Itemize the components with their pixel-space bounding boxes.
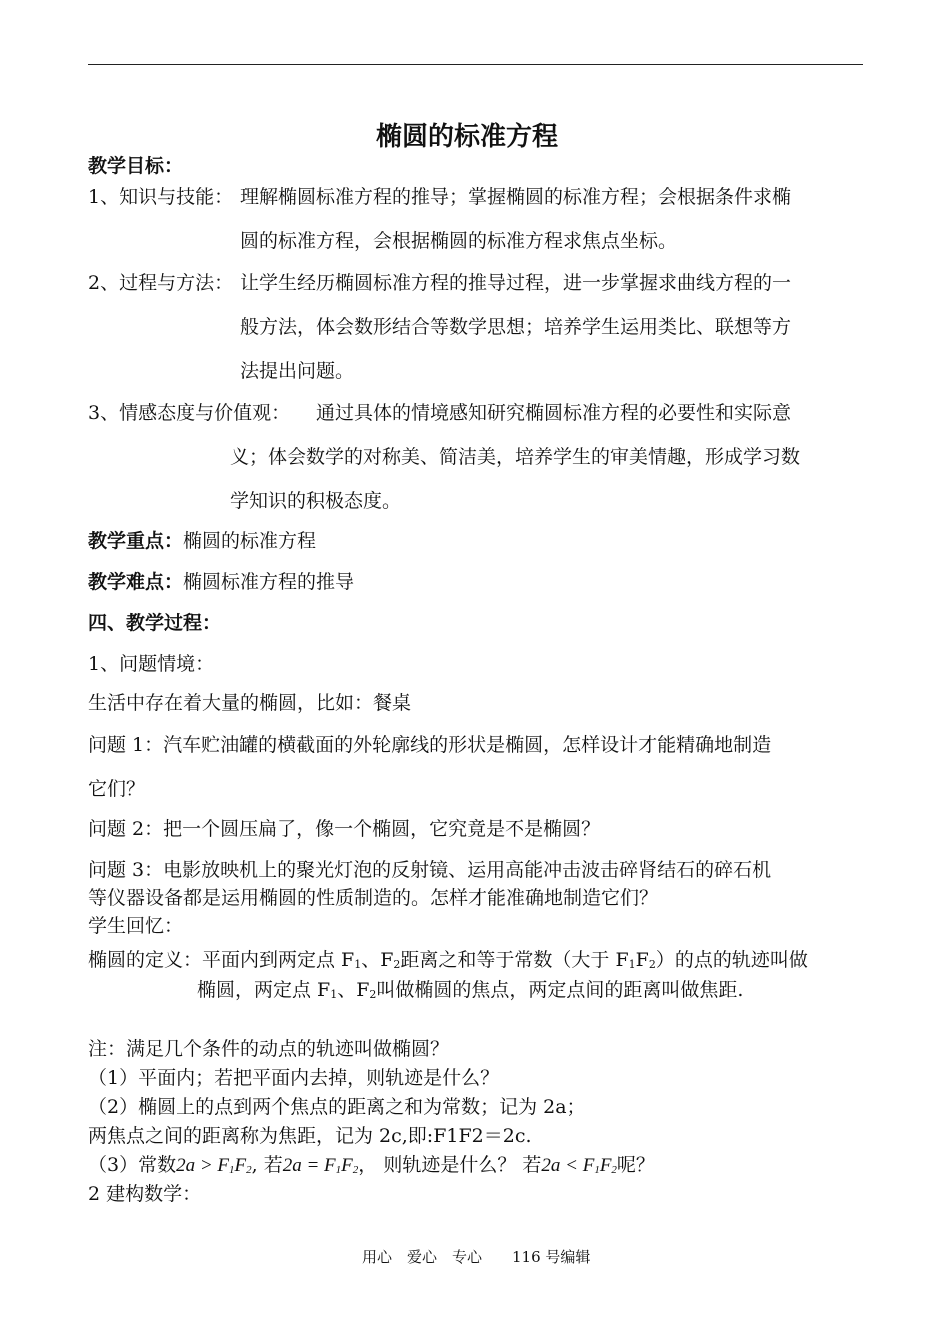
- def1-a: 椭圆的定义：平面内到两定点 F: [88, 949, 355, 971]
- def1-sub4: 2: [648, 958, 656, 971]
- recall-heading: 学生回忆：: [88, 915, 184, 937]
- def1-e: ）的点的轨迹叫做: [655, 949, 808, 971]
- process-heading: 四、教学过程：: [88, 612, 222, 634]
- life-example: 生活中存在着大量的椭圆，比如：餐桌: [88, 692, 412, 714]
- key-point-text: 椭圆的标准方程: [183, 530, 317, 552]
- def1-b: 、F: [361, 949, 394, 971]
- def2-a: 椭圆，两定点 F: [197, 979, 331, 1001]
- note3-math-3: 2a < F: [541, 1155, 595, 1176]
- def2-sub2: 2: [369, 988, 377, 1001]
- note3-math-1: 2a > F: [176, 1155, 230, 1176]
- question-1-line-1: 问题 1：汽车贮油罐的横截面的外轮廓线的形状是椭圆，怎样设计才能精确地制造: [88, 734, 772, 756]
- def2-b: 、F: [337, 979, 370, 1001]
- note3-math-3b: F: [599, 1155, 612, 1176]
- note3-sub-2: 2: [246, 1164, 252, 1176]
- note3-sub-4: 2: [352, 1164, 359, 1176]
- note3-math-2: 2a = F: [282, 1155, 336, 1176]
- difficult-point-label: 教学难点：: [88, 571, 184, 593]
- note-3: [88, 1154, 655, 1177]
- note-2: （2）椭圆上的点到两个焦点的距离之和为常数；记为 2a；: [88, 1096, 586, 1118]
- note3-sub-3: 1: [335, 1164, 342, 1176]
- construct-heading: 2 建构数学：: [88, 1183, 202, 1205]
- objective-2-line-2: 般方法，体会数形结合等数学思想；培养学生运用类比、联想等方: [240, 316, 792, 338]
- question-2: 问题 2：把一个圆压扁了，像一个椭圆，它究竟是不是椭圆？: [88, 818, 601, 840]
- question-1-line-2: 它们？: [88, 778, 146, 800]
- objective-1-line-1: 理解椭圆标准方程的推导；掌握椭圆的标准方程；会根据条件求椭: [240, 186, 792, 208]
- objective-3-line-1: 通过具体的情境感知研究椭圆标准方程的必要性和实际意: [316, 402, 792, 424]
- note3-math-2b: F: [341, 1155, 353, 1176]
- objectives-heading: 教学目标：: [88, 155, 184, 177]
- difficult-point-text: 椭圆标准方程的推导: [183, 571, 355, 593]
- objective-1-label: 1、知识与技能：: [88, 186, 234, 208]
- def1-sub1: 1: [354, 958, 362, 971]
- note3-text-3: ， 则轨迹是什么？ 若: [358, 1154, 542, 1176]
- objective-3-line-3: 学知识的积极态度。: [230, 490, 402, 512]
- note3-sub-5: 1: [594, 1164, 600, 1176]
- note3-sub-1: 1: [229, 1164, 235, 1176]
- key-point: [88, 530, 316, 552]
- situation-heading: 1、问题情境：: [88, 653, 215, 675]
- note3-sub-6: 2: [611, 1164, 617, 1176]
- note3-math-1b: F: [234, 1155, 247, 1176]
- page-footer: 用心 爱心 专心 116 号编辑: [362, 1248, 591, 1266]
- objective-1-line-2: 圆的标准方程，会根据椭圆的标准方程求焦点坐标。: [240, 230, 678, 252]
- key-point-label: 教学重点：: [88, 530, 184, 552]
- note3-text-2: , 若: [251, 1154, 283, 1176]
- def2-c: 叫做椭圆的焦点，两定点间的距离叫做焦距.: [376, 979, 744, 1001]
- definition-line-1: [88, 949, 808, 971]
- objective-2-line-1: 让学生经历椭圆标准方程的推导过程，进一步掌握求曲线方程的一: [240, 272, 792, 294]
- def1-d: F: [635, 949, 649, 971]
- note3-text-4: 呢？: [616, 1154, 655, 1176]
- note3-text-1: （3）常数: [88, 1154, 177, 1176]
- def1-sub3: 1: [628, 958, 636, 971]
- header-rule: [88, 64, 863, 65]
- note-1: （1）平面内；若把平面内去掉，则轨迹是什么？: [88, 1067, 500, 1089]
- objective-3-label: 3、情感态度与价值观：: [88, 402, 291, 424]
- objective-2-label: 2、过程与方法：: [88, 272, 234, 294]
- page-title: 椭圆的标准方程: [376, 122, 559, 152]
- question-3-line-2: 等仪器设备都是运用椭圆的性质制造的。怎样才能准确地制造它们？: [88, 887, 659, 909]
- note-2b: 两焦点之间的距离称为焦距，记为 2c,即:F1F2＝2c.: [88, 1125, 532, 1147]
- definition-line-2: [197, 979, 743, 1001]
- def1-c: 距离之和等于常数（大于 F: [400, 949, 629, 971]
- objective-3-line-2: 义；体会数学的对称美、简洁美，培养学生的审美情趣，形成学习数: [230, 446, 801, 468]
- note-heading: 注：满足几个条件的动点的轨迹叫做椭圆？: [88, 1038, 450, 1060]
- objective-2-line-3: 法提出问题。: [240, 360, 355, 382]
- def1-sub2: 2: [393, 958, 401, 971]
- question-3-line-1: 问题 3：电影放映机上的聚光灯泡的反射镜、运用高能冲击波击碎肾结石的碎石机: [88, 859, 772, 881]
- difficult-point: [88, 571, 354, 593]
- def2-sub1: 1: [330, 988, 338, 1001]
